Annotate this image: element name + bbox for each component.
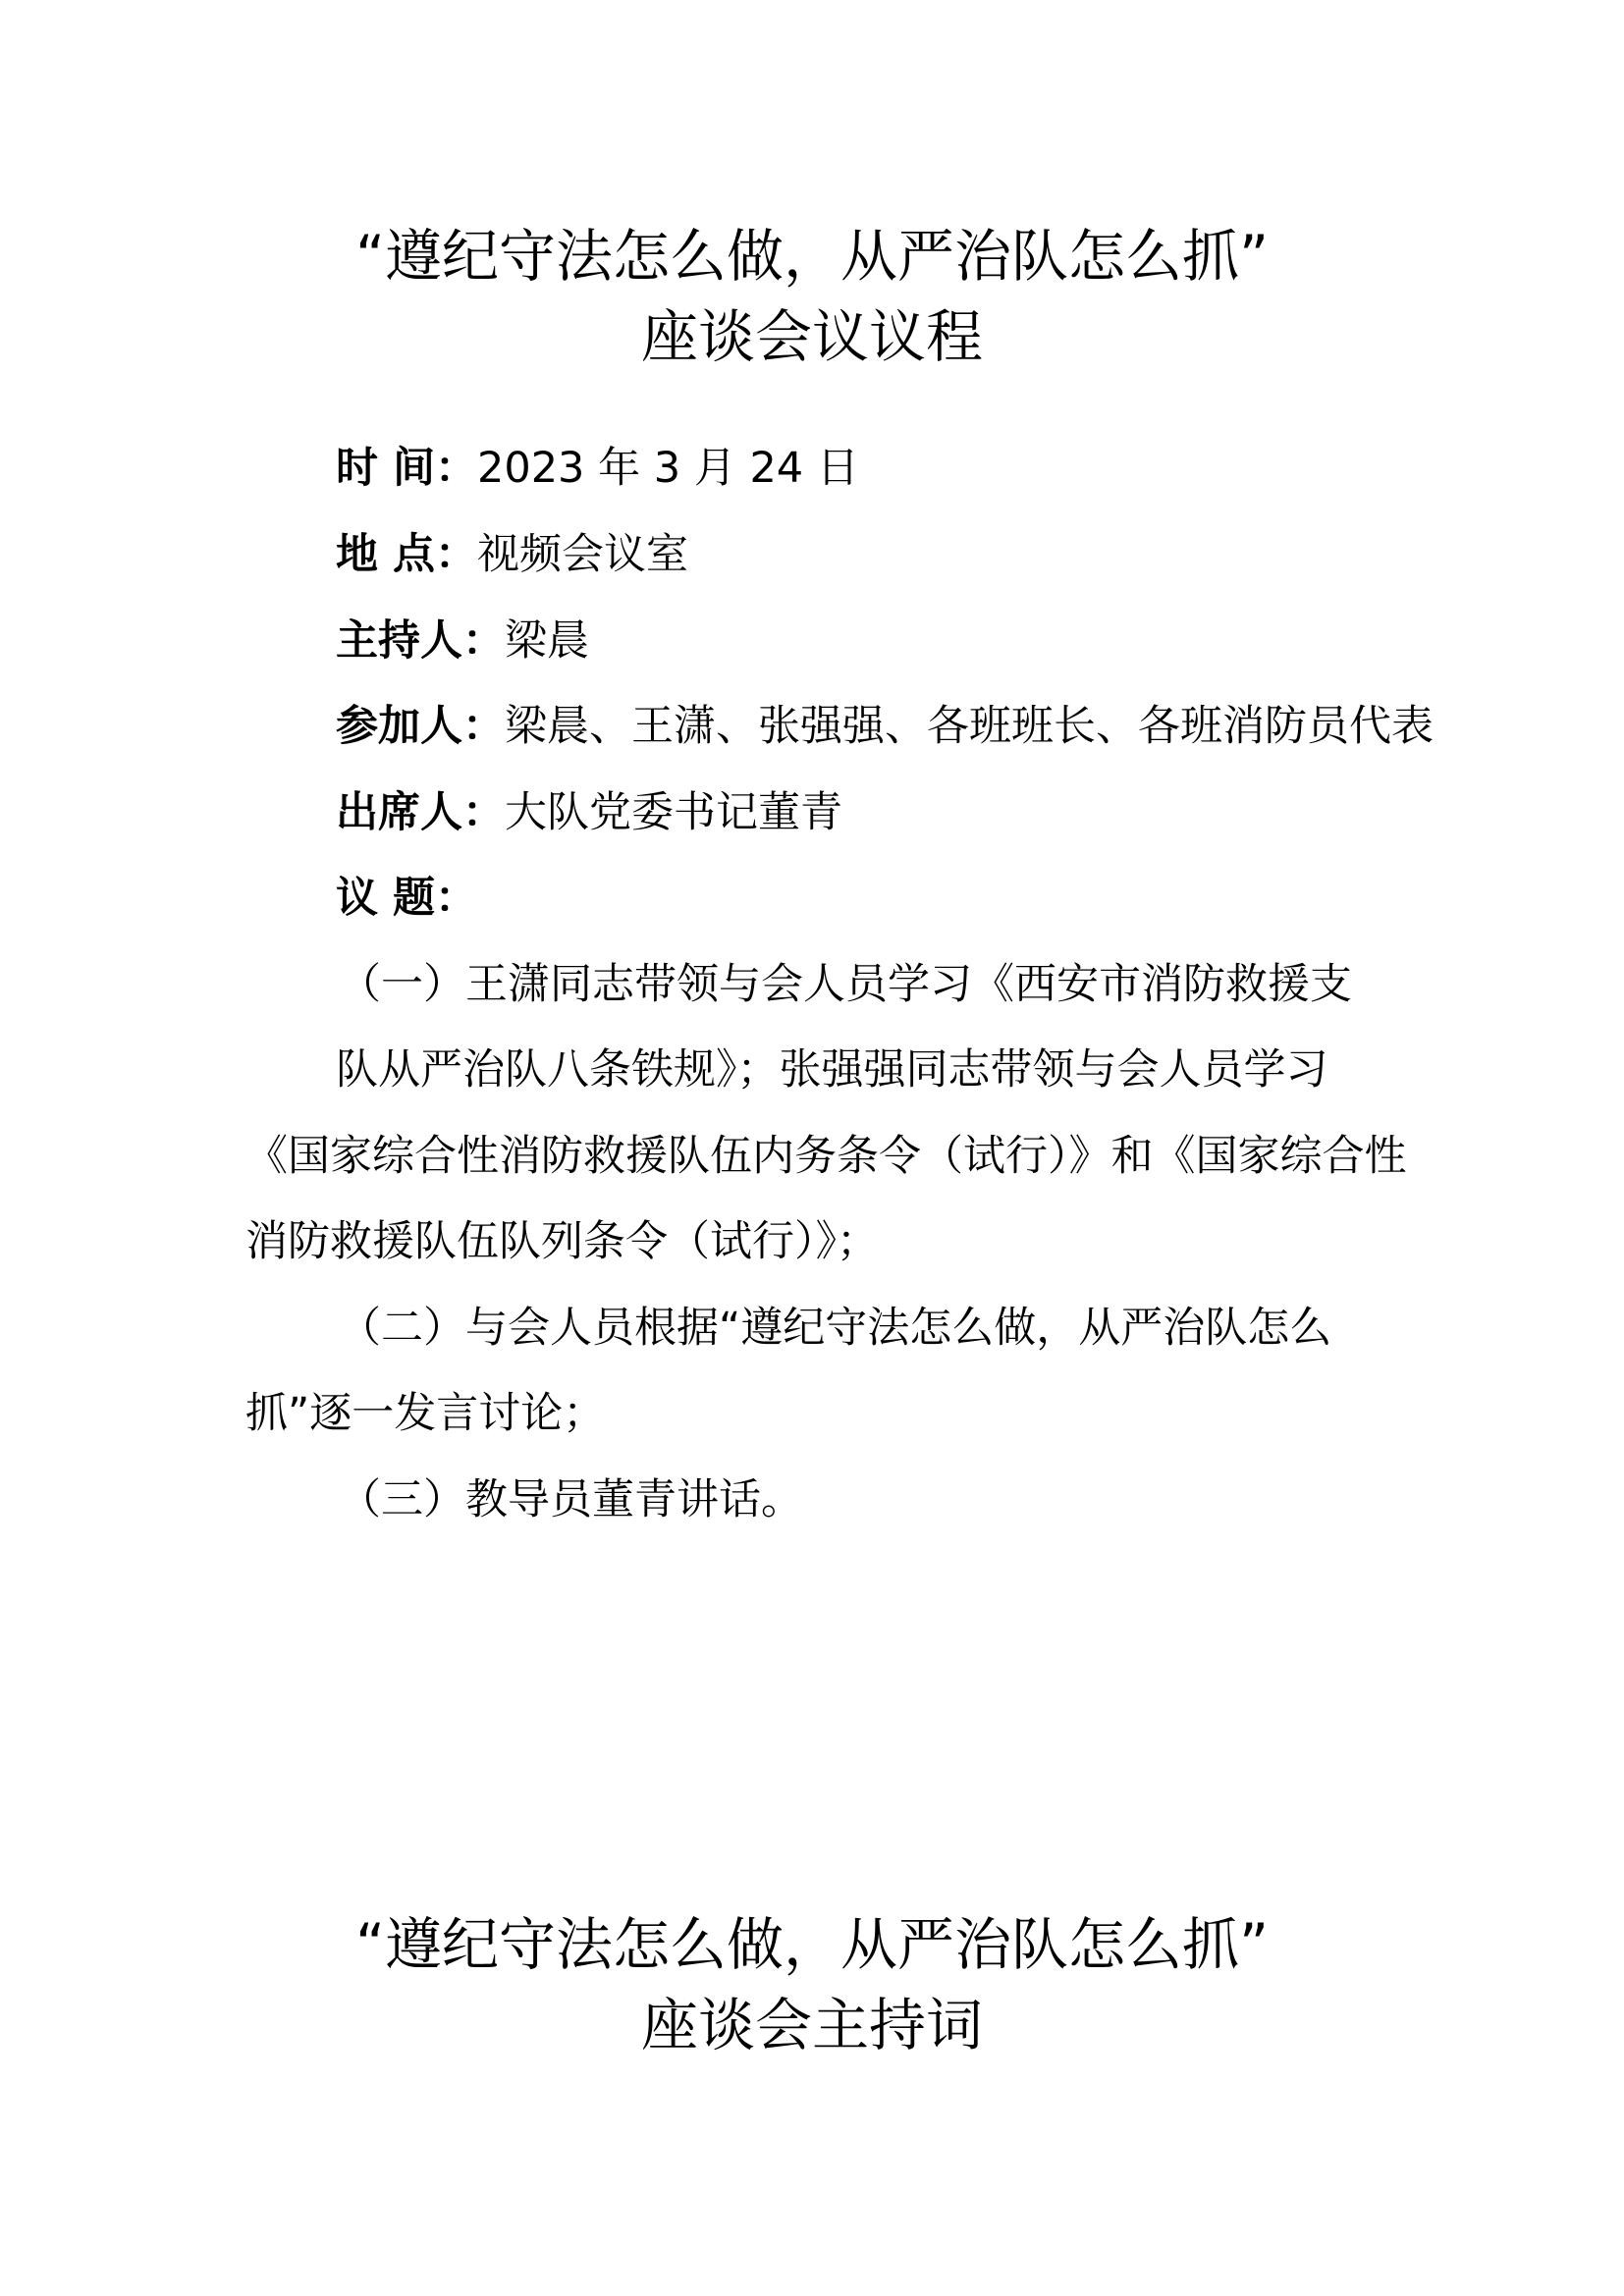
agenda-item-3-line: （三）教导员董青讲话。 <box>339 1475 803 1524</box>
time-row <box>336 444 859 493</box>
place-row <box>336 530 688 579</box>
topics-label: 议 题： <box>336 874 477 923</box>
present-value: 大队党委书记董青 <box>505 788 842 837</box>
topics-row <box>336 874 477 923</box>
host-row <box>336 616 589 666</box>
agenda-item-2-line: （二）与会人员根据“遵纪守法怎么做，从严治队怎么 <box>339 1304 1332 1353</box>
agenda-item-1-line: （一）王潇同志带领与会人员学习《西安市消防救援支 <box>339 960 1352 1009</box>
agenda-item-1-line: 《国家综合性消防救援队伍内务条令（试行）》和《国家综合性 <box>245 1132 1407 1181</box>
agenda-title-line2: 座谈会议议程 <box>640 303 983 370</box>
place-label: 地 点： <box>336 530 477 579</box>
attendees-value: 梁晨、王潇、张强强、各班班长、各班消防员代表 <box>505 702 1434 751</box>
attendees-row <box>336 702 1434 751</box>
agenda-item-1-line: 消防救援队伍队列条令（试行）》； <box>245 1217 879 1266</box>
agenda-item-2-line: 抓”逐一发言讨论； <box>245 1389 606 1438</box>
present-row <box>336 788 842 837</box>
time-label: 时 间： <box>336 444 477 493</box>
present-label: 出席人： <box>336 788 505 837</box>
host-speech-title-line1: “遵纪守法怎么做，从严治队怎么抓” <box>354 1911 1270 1978</box>
time-value: 2023 年 3 月 24 日 <box>476 444 859 493</box>
host-label: 主持人： <box>336 616 505 666</box>
agenda-item-1-line: 队从严治队八条铁规》；张强强同志带领与会人员学习 <box>336 1045 1328 1095</box>
attendees-label: 参加人： <box>336 702 505 751</box>
agenda-title <box>0 216 1624 377</box>
host-speech-title-line2: 座谈会主持词 <box>640 1992 983 2058</box>
host-speech-title <box>0 1904 1624 2065</box>
agenda-title-line1: “遵纪守法怎么做，从严治队怎么抓” <box>354 223 1270 290</box>
host-value: 梁晨 <box>505 616 589 666</box>
place-value: 视频会议室 <box>476 530 688 579</box>
